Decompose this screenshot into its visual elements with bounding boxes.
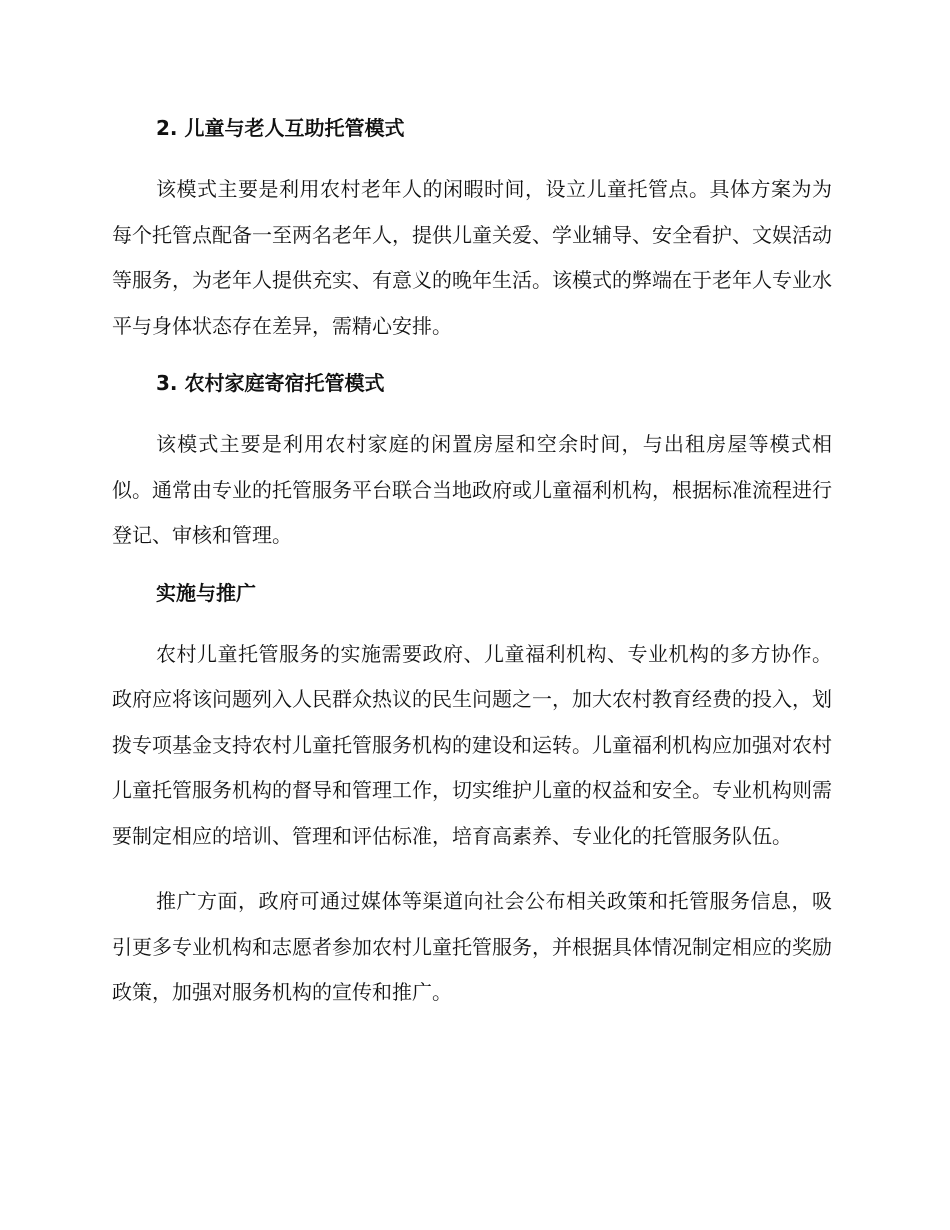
body-paragraph: 推广方面，政府可通过媒体等渠道向社会公布相关政策和托管服务信息，吸引更多专业机构和志愿者参加农村儿童托管服务，并根据具体情况制定相应的奖励政策，加强对服务机构的宣传和推广。 — [112, 889, 832, 1004]
document-body — [112, 112, 832, 1016]
body-paragraph: 农村儿童托管服务的实施需要政府、儿童福利机构、专业机构的多方协作。政府应将该问题列入人民群众热议的民生问题之一，加大农村教育经费的投入，划拨专项基金支持农村儿童托管服务机构的建设和运转。儿童福利机构应加强对农村儿童托管服务机构的督导和管理工作，切实维护儿童的权益和安全。专业机构则需要制定相应的培训、管理和评估标准，培育高素养、专业化的托管服务队伍。 — [112, 641, 832, 848]
body-paragraph: 该模式主要是利用农村家庭的闲置房屋和空余时间，与出租房屋等模式相似。通常由专业的托管服务平台联合当地政府或儿童福利机构，根据标准流程进行登记、审核和管理。 — [112, 432, 832, 547]
section-heading: 实施与推广 — [156, 580, 256, 605]
section-heading: 3. 农村家庭寄宿托管模式 — [156, 371, 385, 395]
section-heading: 2. 儿童与老人互助托管模式 — [156, 116, 405, 140]
body-paragraph: 该模式主要是利用农村老年人的闲暇时间，设立儿童托管点。具体方案为为每个托管点配备一至两名老年人，提供儿童关爱、学业辅导、安全看护、文娱活动等服务，为老年人提供充实、有意义的晚年生活。该模式的弊端在于老年人专业水平与身体状态存在差异，需精心安排。 — [112, 177, 832, 338]
